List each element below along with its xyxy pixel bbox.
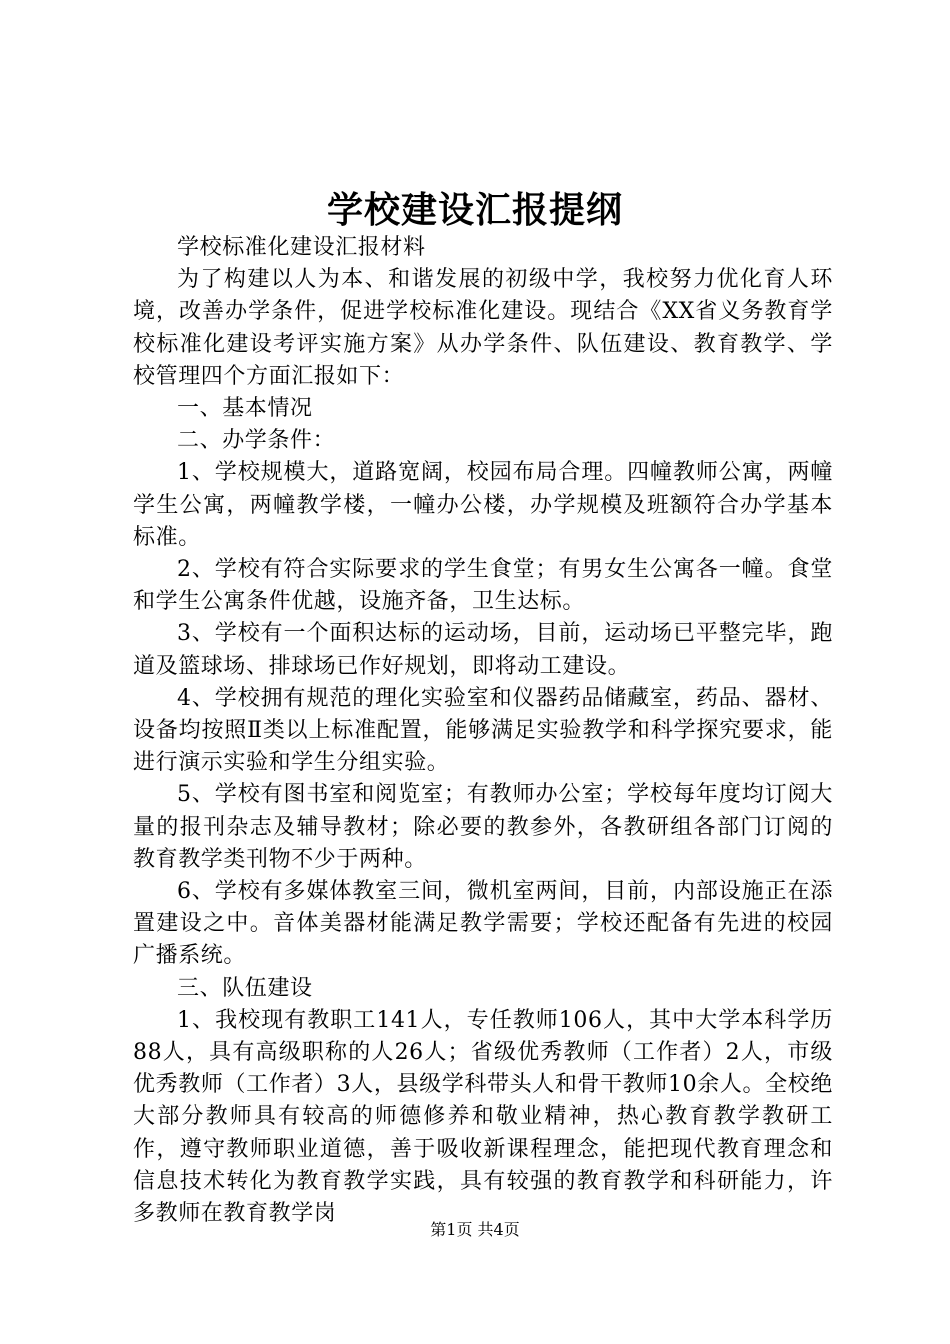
section-heading: 一、基本情况 <box>177 396 313 422</box>
paragraph: 2、学校有符合实际要求的学生食堂；有男女生公寓各一幢。食堂和学生公寓条件优越，设施齐备，卫生达标。 <box>133 557 833 615</box>
document-title: 学校建设汇报提纲 <box>326 189 623 231</box>
section-heading: 二、办学条件： <box>177 428 336 454</box>
paragraph: 4、学校拥有规范的理化实验室和仪器药品储藏室，药品、器材、设备均按照Ⅱ类以上标准配置，能够满足实验教学和科学探究要求，能进行演示实验和学生分组实验。 <box>133 685 833 776</box>
paragraph: 6、学校有多媒体教室三间，微机室两间，目前，内部设施正在添置建设之中。音体美器材能满足教学需要；学校还配备有先进的校园广播系统。 <box>133 879 833 969</box>
page-footer: 第1页 共4页 <box>430 1220 520 1239</box>
section-heading: 三、队伍建设 <box>177 975 313 1001</box>
paragraph: 1、我校现有教职工141人，专任教师106人，其中大学本科学历88人，具有高级职称的人26人；省级优秀教师（工作者）2人，市级优秀教师（工作者）3人，县级学科带头人和骨干教师10余人。全校绝大部分教师具有较高的师德修养和敬业精神，热心教育教学教研工作，遵守教师职业道德，善于吸收新课程理念，能把现代教育理念和信息技术转化为教育教学实践，具有较强的教育教学和科研能力，许多教师在教育教学岗 <box>133 1007 833 1227</box>
paragraph: 1、学校规模大，道路宽阔，校园布局合理。四幢教师公寓，两幢学生公寓，两幢教学楼，一幢办公楼，办学规模及班额符合办学基本标准。 <box>133 460 833 550</box>
paragraph: 学校标准化建设汇报材料 <box>177 235 426 260</box>
document-body <box>133 232 833 1230</box>
paragraph: 为了构建以人为本、和谐发展的初级中学，我校努力优化育人环境，改善办学条件，促进学校标准化建设。现结合《XX省义务教育学校标准化建设考评实施方案》从办学条件、队伍建设、教育教学、学校管理四个方面汇报如下： <box>133 267 833 389</box>
paragraph: 3、学校有一个面积达标的运动场，目前，运动场已平整完毕，跑道及篮球场、排球场已作好规划，即将动工建设。 <box>133 621 833 679</box>
paragraph: 5、学校有图书室和阅览室；有教师办公室；学校每年度均订阅大量的报刊杂志及辅导教材；除必要的教参外，各教研组各部门订阅的教育教学类刊物不少于两种。 <box>133 782 833 872</box>
